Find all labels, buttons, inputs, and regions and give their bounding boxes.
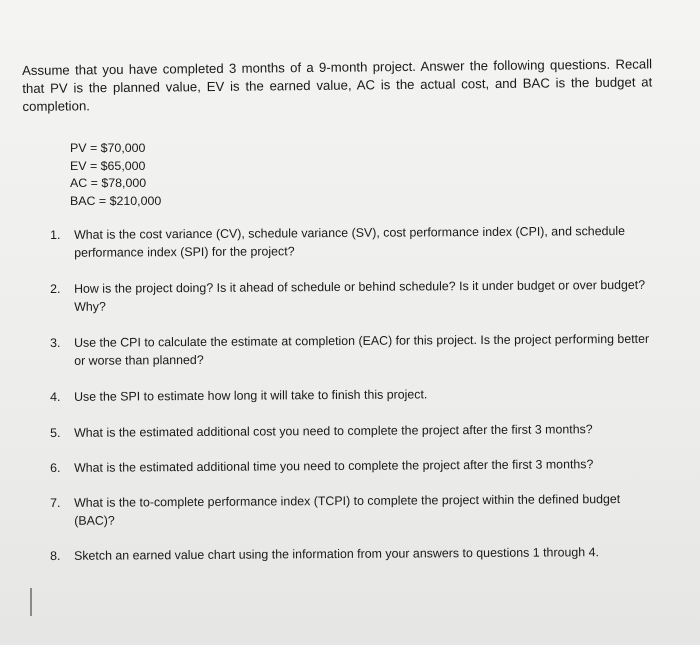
question-number: 1. [50, 227, 61, 242]
question-1 [50, 223, 650, 262]
question-text: What is the estimated additional cost you need to complete the project after the first 3 months? [74, 422, 593, 440]
intro-paragraph: Assume that you have completed 3 months of a 9-month project. Answer the following questions. Recall that PV is the planned value, EV is the earned value, AC is the actual cost, and BAC is the budget at completion. [22, 56, 653, 114]
question-4 [50, 385, 650, 407]
question-text: What is the estimated additional time you need to complete the project after the first 3 months? [74, 457, 594, 475]
question-number: 6. [50, 460, 61, 475]
question-number: 4. [50, 389, 61, 404]
question-8 [50, 544, 650, 566]
question-number: 7. [50, 495, 61, 510]
question-6 [50, 456, 650, 478]
question-5 [50, 421, 650, 443]
ac-value: AC = $78,000 [70, 176, 147, 190]
question-text: Use the CPI to calculate the estimate at completion (EAC) for this project. Is the project performing better or worse than planned? [74, 331, 650, 368]
question-text: What is the cost variance (CV), schedule variance (SV), cost performance index (CPI), and schedule performance index (SPI) for the project? [74, 223, 626, 260]
question-number: 3. [50, 335, 61, 350]
question-number: 5. [50, 425, 61, 440]
question-7 [50, 491, 650, 530]
question-3 [50, 331, 650, 370]
question-text: Sketch an earned value chart using the information from your answers to questions 1 through 4. [74, 545, 599, 563]
question-2 [50, 277, 650, 316]
bac-value: BAC = $210,000 [70, 193, 162, 208]
question-number: 8. [50, 548, 61, 563]
question-number: 2. [50, 281, 61, 296]
given-values [70, 140, 161, 210]
question-text: How is the project doing? Is it ahead of schedule or behind schedule? Is it under budget or over budget? Why? [74, 277, 646, 314]
ev-value: EV = $65,000 [70, 158, 146, 173]
question-text: What is the to-complete performance index (TCPI) to complete the project within the defined budget (BAC)? [74, 492, 621, 528]
pencil-mark [30, 588, 32, 616]
question-text: Use the SPI to estimate how long it will take to finish this project. [74, 387, 428, 404]
pv-value: PV = $70,000 [70, 141, 146, 155]
